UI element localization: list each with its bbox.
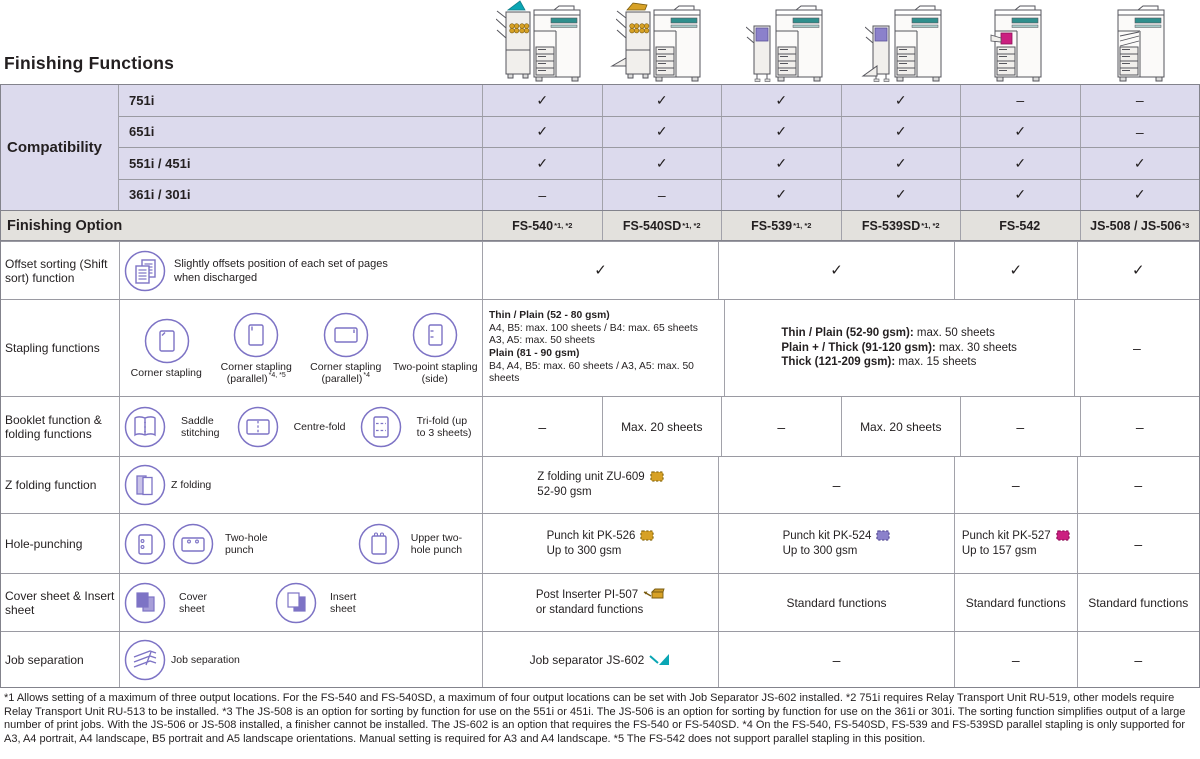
corner-stapling-parallel-portrait-icon bbox=[233, 312, 279, 358]
compat-cell: ✓ bbox=[841, 117, 961, 148]
icon-caption: Saddle stitching bbox=[181, 414, 220, 439]
corner-stapling-icon bbox=[144, 318, 190, 364]
compatibility-label: Compatibility bbox=[1, 85, 119, 210]
printer-illustration-fs540 bbox=[481, 0, 601, 84]
compat-cell: ✓ bbox=[721, 85, 841, 116]
compat-row-551i-451i bbox=[119, 147, 1199, 179]
centre-fold-icon bbox=[237, 406, 279, 448]
printer-illustration-fs539 bbox=[721, 0, 841, 84]
hole-punch-icon bbox=[124, 523, 166, 565]
stapling-cell-fs540: Thin / Plain (52 - 80 gsm) A4, B5: max. 100 sheets / B4: max. 65 sheets A3, A5: max. 50 sheets Plain (81 - 90 gsm) B4, A4, B5: max. 60 sheets / A3, A5: max. 50 sheets bbox=[482, 300, 724, 396]
compat-cell: ✓ bbox=[721, 117, 841, 148]
magenta-unit-icon bbox=[1056, 530, 1070, 541]
compat-cell: – bbox=[960, 85, 1080, 116]
zfold-cell-fs542: – bbox=[954, 457, 1077, 513]
icon-caption: Two-hole punch bbox=[225, 531, 268, 556]
finisher-column-fs540: FS-540 *1, *2 bbox=[482, 211, 602, 240]
compat-cell: ✓ bbox=[960, 180, 1080, 211]
cover-cell-fs539: Standard functions bbox=[718, 574, 954, 631]
offset-cell-fs540: ✓ bbox=[482, 242, 718, 299]
post-inserter-icon bbox=[643, 587, 665, 600]
compat-cell: ✓ bbox=[960, 148, 1080, 179]
purple-unit-icon bbox=[876, 530, 890, 541]
compat-cell: – bbox=[1080, 117, 1200, 148]
finisher-column-fs542: FS-542 bbox=[960, 211, 1080, 240]
compat-cell: ✓ bbox=[1080, 148, 1200, 179]
compat-cell: ✓ bbox=[841, 85, 961, 116]
offset-cell-fs542: ✓ bbox=[954, 242, 1077, 299]
compat-cell: ✓ bbox=[602, 117, 722, 148]
compat-cell: – bbox=[482, 180, 602, 211]
model-name: 551i / 451i bbox=[129, 155, 191, 171]
finishing-functions-table bbox=[0, 84, 1200, 688]
z-folding-row bbox=[1, 456, 1199, 513]
page-title: Finishing Functions bbox=[4, 53, 175, 73]
compat-cell: ✓ bbox=[841, 180, 961, 211]
row-label: Offset sorting (Shift sort) function bbox=[5, 256, 108, 285]
upper-two-hole-punch-icon bbox=[358, 523, 400, 565]
compat-cell: ✓ bbox=[602, 148, 722, 179]
hole-cell-js: – bbox=[1077, 514, 1200, 573]
offset-cell-js: ✓ bbox=[1077, 242, 1200, 299]
finishing-option-label: Finishing Option bbox=[7, 217, 123, 234]
stapling-cell-js: – bbox=[1074, 300, 1199, 396]
compat-cell: ✓ bbox=[482, 148, 602, 179]
compat-cell: – bbox=[1080, 85, 1200, 116]
printer-illustration-fs542 bbox=[960, 0, 1080, 84]
stapling-cell-fs539-fs542: Thin / Plain (52-90 gsm): max. 50 sheets Plain + / Thick (91-120 gsm): max. 30 sheets Thick (121-209 gsm): max. 15 sheets bbox=[724, 300, 1074, 396]
compat-row-751i bbox=[119, 85, 1199, 116]
row-label: Job separation bbox=[5, 652, 84, 667]
two-point-stapling-icon bbox=[412, 312, 458, 358]
printer-illustration-js508 bbox=[1080, 0, 1200, 84]
booklet-cell-fs539: – bbox=[721, 397, 841, 456]
icon-caption: Upper two-hole punch bbox=[410, 531, 463, 556]
compatibility-section bbox=[1, 85, 1199, 211]
finishing-option-header-row bbox=[1, 211, 1199, 241]
compat-cell: ✓ bbox=[602, 85, 722, 116]
offset-sorting-icon bbox=[124, 250, 166, 292]
compat-cell: – bbox=[602, 180, 722, 211]
z-folding-icon bbox=[124, 464, 166, 506]
stapling-row: Stapling functions Corner stapling Corner stapling (parallel)$^{*4, *5}$ Corner stapling (parallel)$^{*4}$ Two-point stapling (side) Thin / Plain (52 - 80 gsm) A4, B5: max. 100 sheets / B4: max. 65 sheets A3, A5: max. 50 sheets Plain (81 - 90 gsm) B4, A4, B5: max. 60 sheets / A3, A5: max. 50 sheets Thin / Plain (52-90 gsm): max. 50 sheets Plain + / Thick (91-120 gsm): max. 30 sheets Thick (121-209 gsm): max. 15 sheets – bbox=[1, 299, 1199, 396]
jobsep-cell-fs542: – bbox=[954, 632, 1077, 687]
offset-cell-fs539: ✓ bbox=[718, 242, 954, 299]
finisher-column-fs540sd: FS-540SD *1, *2 bbox=[602, 211, 722, 240]
finisher-column-fs539sd: FS-539SD *1, *2 bbox=[841, 211, 961, 240]
footnotes: *1 Allows setting of a maximum of three output locations. For the FS-540 and FS-540SD, a maximum of four output locations can be set with Job Separator JS-602 installed. *2 751i requires Relay Transport Unit RU-519, other models require Relay Transport Unit RU-513 to be installed. *3 The JS-508 is an option for sorting by function for use on the 551i or 451i. The JS-506 is an option for sorting by function for use on the 361i or 301i. The sorting function simplifies output of a large number of print jobs. With the JS-506 or JS-508 installed, a finisher cannot be installed. The JS-602 is an option that requires the FS-540 or FS-540SD. *4 On the FS-540, FS-540SD, FS-539 and FS-539SD parallel stapling is only supported for A3, A4 portrait, A4 landscape, B5 portrait and A5 landscape orientations. Manual setting is required for A3 and A4 landscape. *5 The FS-542 does not support parallel stapling in this position. bbox=[4, 692, 1186, 745]
hole-punching-row bbox=[1, 513, 1199, 573]
row-label: Cover sheet & Insert sheet bbox=[5, 588, 115, 617]
compat-cell: ✓ bbox=[482, 85, 602, 116]
job-separation-row bbox=[1, 631, 1199, 687]
cover-cell-js: Standard functions bbox=[1077, 574, 1200, 631]
compat-cell: ✓ bbox=[721, 148, 841, 179]
zfold-cell-fs539: – bbox=[718, 457, 954, 513]
booklet-cell-js: – bbox=[1080, 397, 1200, 456]
row-label: Hole-punching bbox=[5, 536, 83, 551]
corner-stapling-parallel-landscape-icon bbox=[323, 312, 369, 358]
hole-cell-fs539: Punch kit PK-524 Up to 300 gsm bbox=[718, 514, 954, 573]
compat-cell: ✓ bbox=[1080, 180, 1200, 211]
icon-caption: Tri-fold (up to 3 sheets) bbox=[416, 414, 472, 439]
compat-cell: ✓ bbox=[841, 148, 961, 179]
jobsep-cell-fs539: – bbox=[718, 632, 954, 687]
row-label: Booklet function & folding functions bbox=[5, 412, 102, 441]
compat-row-361i-301i bbox=[119, 179, 1199, 211]
printer-strip bbox=[481, 0, 1200, 84]
icon-caption: Cover sheet bbox=[179, 590, 208, 615]
compat-cell: ✓ bbox=[482, 117, 602, 148]
finisher-column-js508-js506: JS-508 / JS-506 *3 bbox=[1080, 211, 1200, 240]
model-name: 361i / 301i bbox=[129, 187, 191, 203]
jobsep-cell-fs540: Job separator JS-602 bbox=[482, 632, 718, 687]
jobsep-cell-js: – bbox=[1077, 632, 1200, 687]
printer-illustration-fs540sd bbox=[601, 0, 721, 84]
hole-cell-fs542: Punch kit PK-527 Up to 157 gsm bbox=[954, 514, 1077, 573]
booklet-row bbox=[1, 396, 1199, 456]
booklet-cell-fs539sd: Max. 20 sheets bbox=[841, 397, 961, 456]
finisher-column-fs539: FS-539 *1, *2 bbox=[721, 211, 841, 240]
job-separator-icon bbox=[649, 652, 671, 667]
compat-row-651i bbox=[119, 116, 1199, 148]
tri-fold-icon bbox=[360, 406, 402, 448]
cover-cell-fs540: Post Inserter PI-507 or standard functions bbox=[482, 574, 718, 631]
cover-cell-fs542: Standard functions bbox=[954, 574, 1077, 631]
icon-caption: Insert sheet bbox=[330, 590, 357, 615]
booklet-cell-fs540sd: Max. 20 sheets bbox=[602, 397, 722, 456]
printer-illustration-fs539sd bbox=[840, 0, 960, 84]
hole-cell-fs540: Punch kit PK-526 Up to 300 gsm bbox=[482, 514, 718, 573]
zfold-cell-fs540: Z folding unit ZU-609 52-90 gsm bbox=[482, 457, 718, 513]
offset-sorting-description: Slightly offsets position of each set of pages when discharged bbox=[174, 257, 388, 284]
model-name: 751i bbox=[129, 92, 155, 108]
booklet-cell-fs540: – bbox=[482, 397, 602, 456]
insert-sheet-icon bbox=[275, 582, 317, 624]
two-hole-punch-icon bbox=[172, 523, 214, 565]
icon-caption: Centre-fold bbox=[293, 420, 346, 433]
model-name: 651i bbox=[129, 124, 155, 140]
icon-caption: Z folding bbox=[171, 479, 212, 491]
compat-cell: ✓ bbox=[721, 180, 841, 211]
saddle-stitching-icon bbox=[124, 406, 166, 448]
cover-sheet-row bbox=[1, 573, 1199, 631]
icon-caption: Job separation bbox=[171, 653, 240, 666]
offset-sorting-row bbox=[1, 241, 1199, 299]
cover-sheet-icon bbox=[124, 582, 166, 624]
row-label: Stapling functions bbox=[5, 341, 100, 355]
booklet-cell-fs542: – bbox=[960, 397, 1080, 456]
row-label: Z folding function bbox=[5, 478, 97, 492]
gold-unit-icon bbox=[640, 530, 654, 541]
compat-cell: ✓ bbox=[960, 117, 1080, 148]
zfold-cell-js: – bbox=[1077, 457, 1200, 513]
job-separation-icon bbox=[124, 639, 166, 681]
gold-unit-icon bbox=[650, 471, 664, 482]
